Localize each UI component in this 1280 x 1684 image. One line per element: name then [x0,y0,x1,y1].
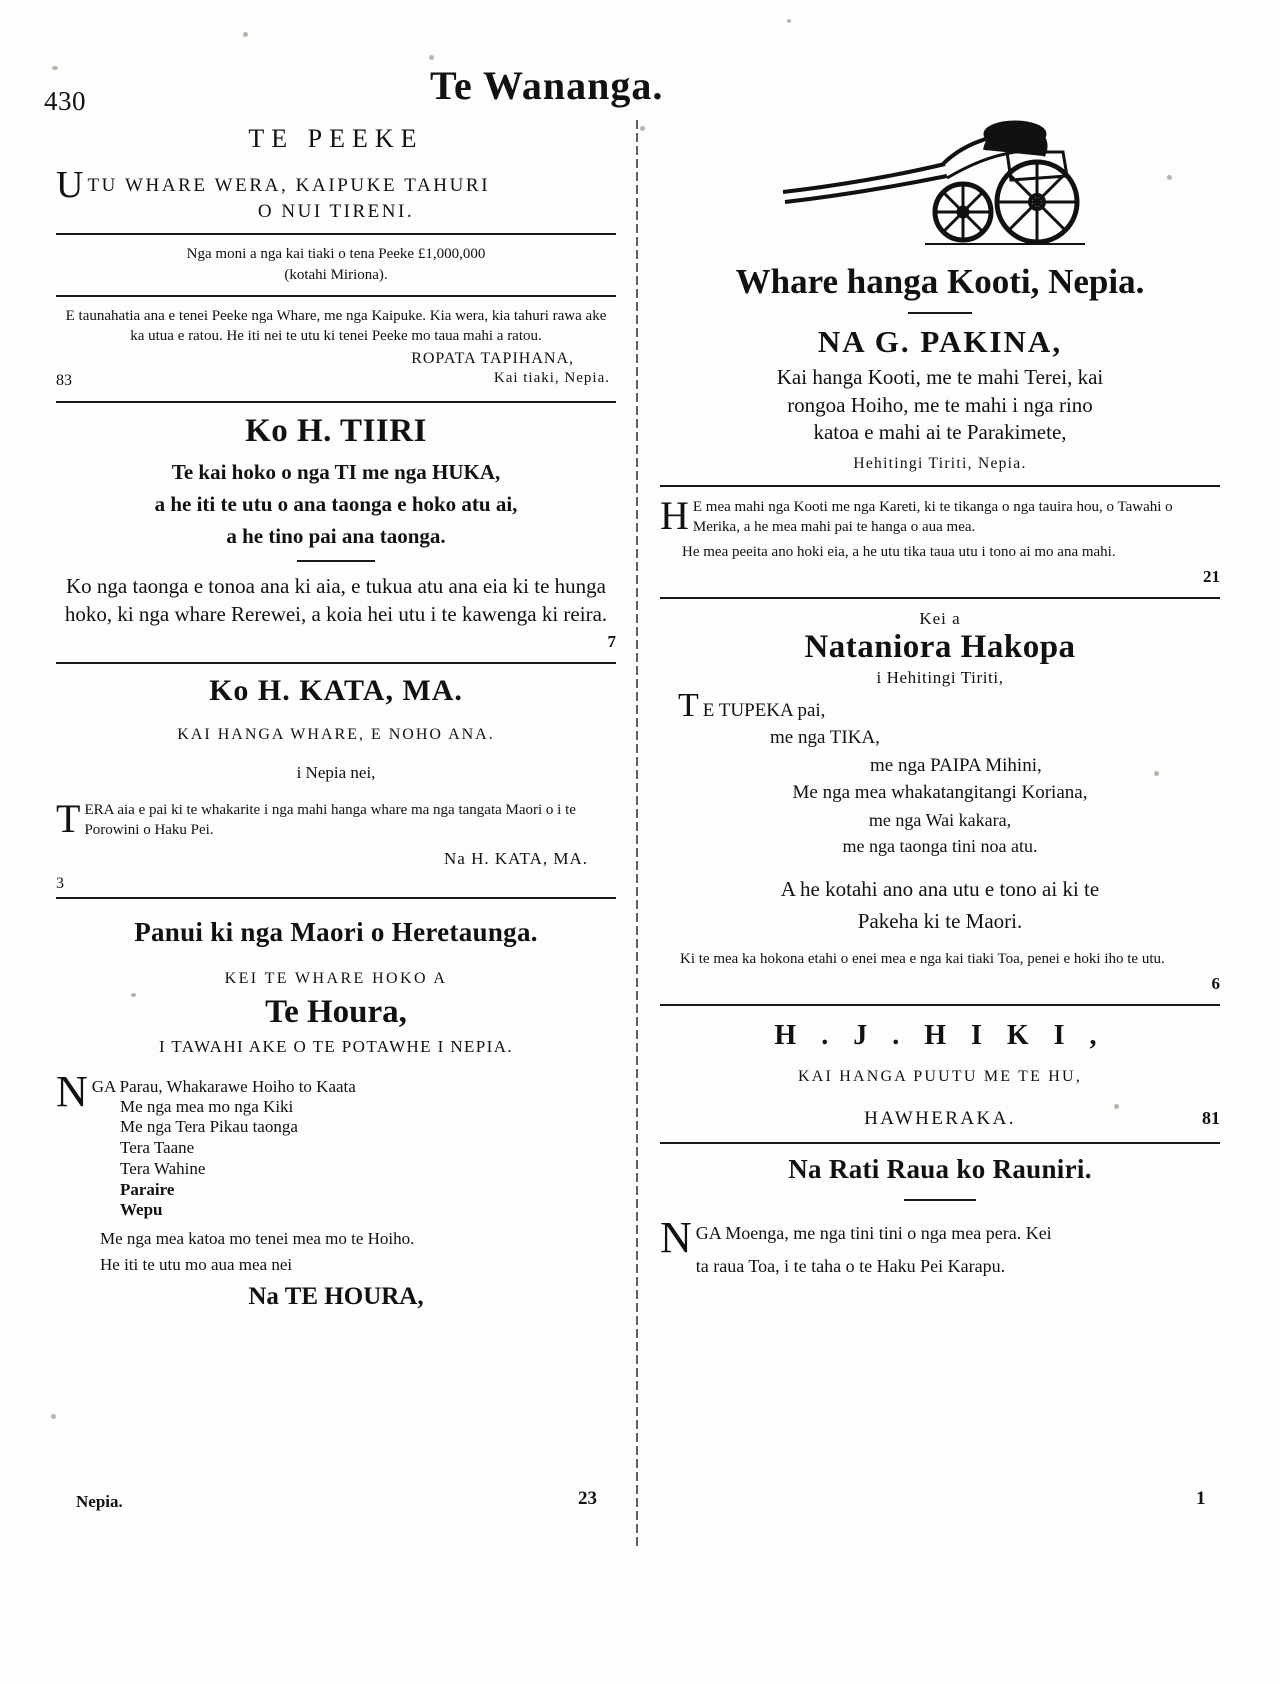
column-divider [636,120,638,1550]
ad-nataniora-footnote: Ki te mea ka hokona etahi o enei mea e nga kai tiaki Toa, penei e hoki iho te utu. [680,951,1165,968]
scan-speck [429,55,434,60]
footer-place: Nepia. [76,1492,123,1511]
page-number: 430 [44,86,86,116]
ad-hj-hiki [660,1020,1220,1144]
ad-panui-closing-2: He iti te utu mo aua mea nei [100,1255,293,1275]
scan-speck [787,19,791,23]
dropcap-t: T [56,796,81,842]
ad-nataniora-line-3: me nga PAIPA Mihini, [870,754,1042,776]
ad-panui-closing-1: Me nga mea katoa mo tenei mea mo te Hoiho. [100,1229,415,1249]
ad-peeke-line3: O NUI TIRENI. [257,201,415,222]
ad-panui-sub: KEI TE WHARE HOKO A [224,969,448,987]
ad-rati-rauniri [660,1154,1220,1277]
ad-h-kata [56,674,616,898]
rule [660,1142,1220,1144]
ad-nataniora-hakopa [660,609,1220,1006]
ad-kata-title: Ko H. KATA, MA. [209,674,463,708]
ad-kata-body: ERA aia e pai ki te whakarite i nga mahi hanga whare ma nga tangata Maori o i te Porowini o Haku Pei. [84,802,576,839]
ad-tiiri-title: Ko H. TIIRI [245,412,427,449]
ad-hiki-title: H . J . H I K I , [774,1019,1106,1051]
ad-whare-line-3: katoa e mahi ai te Parakimete, [813,420,1067,445]
ad-nataniora-keia: Kei a [919,608,961,628]
ad-peeke-signature-role: Kai tiaki, Nepia. [493,369,610,386]
list-item: Me nga Tera Pikau taonga [120,1117,298,1137]
rule-short [904,1199,976,1201]
list-item: Paraire [120,1179,175,1199]
ad-rati-body-1: GA Moenga, me nga tini tini o nga mea pera. Kei [695,1222,1052,1243]
ad-rati-title: Na Rati Raua ko Rauniri. [788,1153,1092,1184]
dropcap-h: H [660,493,689,539]
ad-rati-body-2: ta raua Toa, i te taha o te Haku Pei Karapu. [695,1255,1006,1276]
rule [56,662,616,664]
ad-whare-address: Hehitingi Tiriti, Nepia. [853,455,1027,473]
ad-panui-intro: GA Parau, Whakarawe Hoiho to Kaata [91,1076,356,1096]
ad-whare-para-1: E mea mahi nga Kooti me nga Kareti, ki te tikanga o nga tauira hou, o Tawahi o Merika, a he mea mahi pai te hanga o aua mea. [692,499,1173,536]
ad-panui-heretaunga [56,917,616,1311]
ad-panui-items [120,1097,616,1221]
ad-nataniora-line-1: T E TUPEKA pai, [660,692,1220,725]
ad-kata-number: 3 [56,874,64,892]
ad-whare-proprietor: NA G. PAKINA, [817,324,1063,359]
rule [56,897,616,899]
ad-tiiri-number: 7 [607,632,616,652]
ad-hiki-sub: KAI HANGA PUUTU ME TE HU, [797,1067,1083,1085]
ad-nataniora-highlight-2: Pakeha ki te Maori. [857,909,1023,934]
ad-panui-address: I TAWAHI AKE O TE POTAWHE I NEPIA. [158,1036,514,1056]
ad-h-tiiri [56,413,616,665]
rule-short [908,312,972,314]
cart-engraving [660,120,1220,260]
ad-nataniora-line-6: me nga taonga tini noa atu. [842,835,1038,856]
rule-short [297,560,375,562]
ad-nataniora-title: Nataniora Hakopa [804,628,1076,665]
left-column [56,120,616,1317]
ad-kata-sub: KAI HANGA WHARE, E NOHO ANA. [177,726,495,744]
ad-hiki-number: 81 [1202,1107,1220,1128]
ad-tiiri-line2: a he iti te utu o ana taonga e hoko atu ai, [154,491,518,516]
ad-tiiri-para: Ko nga taonga e tonoa ana ki aia, e tukua atu ana eia ki te hunga hoko, ki nga whare Rerewei, a koia hei utu i te kawenga ki reira. [64,574,608,627]
rule [660,1004,1220,1006]
ad-whare-title: Whare hanga Kooti, Nepia. [735,262,1145,301]
ad-hiki-place: HAWHERAKA. [864,1107,1016,1129]
footer-number-left: 23 [578,1488,597,1509]
rule [56,401,616,403]
ad-peeke-line2: TU WHARE WERA, KAIPUKE TAHURI [87,175,491,196]
scan-speck [243,32,248,37]
rule [660,597,1220,599]
ad-whare-line-2: rongoa Hoiho, me te mahi i nga rino [787,392,1093,417]
ad-tiiri-line3: a he tino pai ana taonga. [226,524,446,548]
dropcap-u: U [56,164,84,206]
list-item: Wepu [120,1200,163,1220]
rule [56,233,616,235]
ad-peeke-number: 83 [56,371,72,389]
ad-peeke-capital-2: (kotahi Miriona). [284,267,388,284]
ad-panui-shop: Te Houra, [265,993,407,1030]
scan-speck [51,1414,56,1419]
dropcap-n: N [660,1212,692,1262]
ad-nataniora-address: i Hehitingi Tiriti, [876,667,1004,687]
ad-whare-number: 21 [1203,566,1220,586]
rule [56,295,616,297]
scan-speck [52,66,58,70]
right-column [660,120,1220,1283]
dropcap-n: N [56,1066,88,1116]
ad-panui-signature: Na TE HOURA, [248,1283,424,1311]
footer-number-right: 1 [1196,1488,1206,1509]
ad-peeke-title: TE PEEKE [248,124,424,153]
ad-nataniora-line-2: me nga TIKA, [770,727,880,749]
ad-panui-title: Panui ki nga Maori o Heretaunga. [134,916,538,947]
scan-speck [640,126,645,131]
ad-peeke-capital: Nga moni a nga kai tiaki o tena Peeke £1,000,000 [186,246,486,262]
ad-nataniora-line-4: Me nga mea whakatangitangi Koriana, [792,782,1088,804]
ad-nataniora-number: 6 [1211,973,1220,993]
masthead-title: Te Wananga. [430,63,664,108]
list-item: Me nga mea mo nga Kiki [120,1096,294,1116]
ad-peeke-body: E taunahatia ana e tenei Peeke nga Whare, me nga Kaipuke. Kia wera, kia tahuri rawa ake ka utua e ratou. He iti nei te utu ki tenei Peeke mo taua mahi a ratou. [65,308,607,344]
ad-whare-para-2: He mea peeita ano hoki eia, a he utu tika taua utu i tono ai mo ana mahi. [682,543,1116,560]
ad-whare-hanga-kooti [660,262,1220,599]
ad-tiiri-line1: Te kai hoko o nga TI me nga HUKA, [171,459,501,484]
rule [660,485,1220,487]
ad-nataniora-highlight-1: A he kotahi ano ana utu e tono ai ki te [780,877,1100,902]
ad-whare-line-1: Kai hanga Kooti, me te mahi Terei, kai [776,365,1104,389]
ad-te-peeke [56,124,616,403]
ad-peeke-signature: ROPATA TAPIHANA, [411,349,574,367]
dropcap-t: T [678,686,699,724]
ad-nataniora-line-5: me nga Wai kakara, [868,809,1012,830]
list-item: Tera Taane [120,1138,195,1158]
ad-kata-signature: Na H. KATA, MA. [444,848,588,868]
ad-kata-sub2: i Nepia nei, [296,763,376,783]
list-item: Tera Wahine [120,1158,206,1178]
